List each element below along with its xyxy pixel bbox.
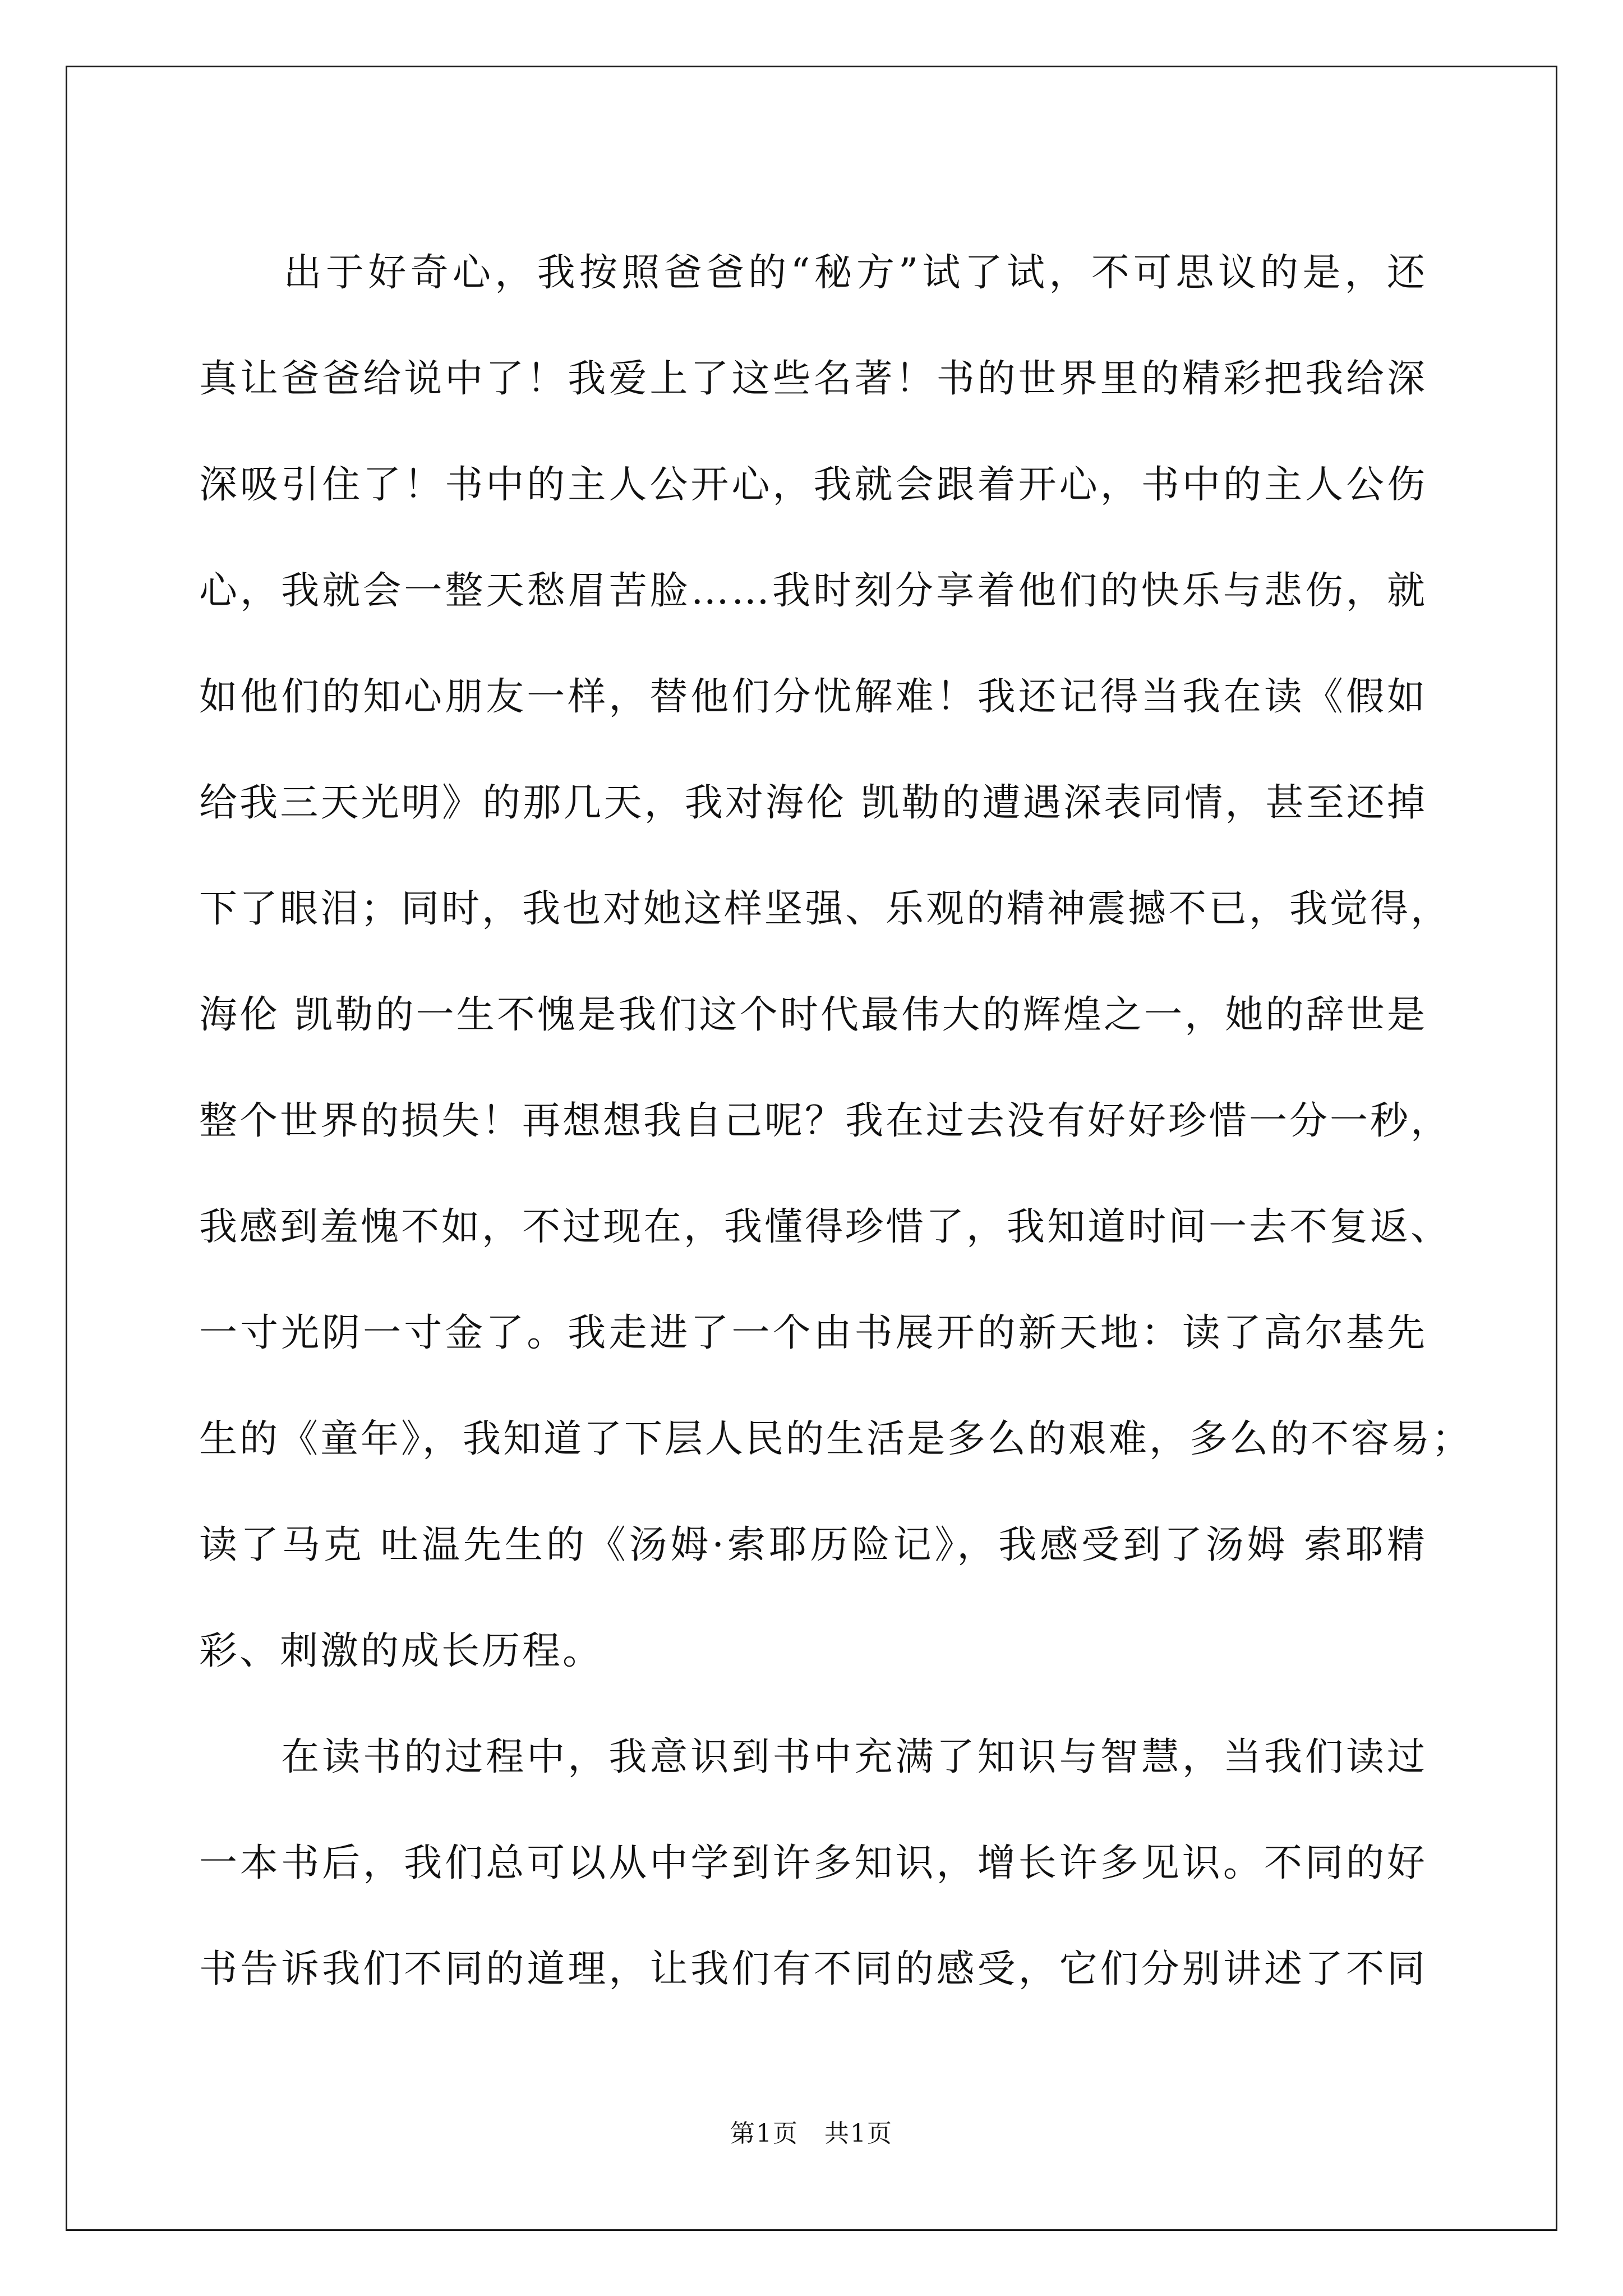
text-line: 一寸光阴一寸金了。我走进了一个由书展开的新天地：读了高尔基先 [199,1311,1427,1355]
page-footer: 第1页 共1页 [730,2119,893,2148]
text-line: 读了马克 吐温先生的《汤姆·索耶历险记》，我感受到了汤姆 索耶精 [199,1523,1427,1567]
text-line: 彩、刺激的成长历程。 [199,1629,603,1673]
text-line: 深吸引住了！书中的主人公开心，我就会跟着开心，书中的主人公伤 [199,463,1427,507]
text-line: 出于好奇心，我按照爸爸的“秘方”试了试，不可思议的是，还 [199,251,1427,295]
text-line: 给我三天光明》的那几天，我对海伦 凯勒的遭遇深表同情，甚至还掉 [199,781,1427,825]
text-line: 一本书后，我们总可以从中学到许多知识，增长许多见识。不同的好 [199,1841,1427,1885]
text-line: 我感到羞愧不如，不过现在，我懂得珍惜了，我知道时间一去不复返、 [199,1205,1451,1249]
text-line: 心，我就会一整天愁眉苦脸……我时刻分享着他们的快乐与悲伤，就 [199,569,1427,613]
text-line: 真让爸爸给说中了！我爱上了这些名著！书的世界里的精彩把我给深 [199,357,1427,401]
text-line: 如他们的知心朋友一样，替他们分忧解难！我还记得当我在读《假如 [199,675,1427,719]
text-line: 下了眼泪；同时，我也对她这样坚强、乐观的精神震撼不已，我觉得， [199,887,1451,931]
document-body [199,220,1473,2022]
text-line: 生的《童年》，我知道了下层人民的生活是多么的艰难，多么的不容易； [199,1417,1473,1461]
text-line: 书告诉我们不同的道理，让我们有不同的感受，它们分别讲述了不同 [199,1947,1427,1991]
text-line: 海伦 凯勒的一生不愧是我们这个时代最伟大的辉煌之一，她的辞世是 [199,993,1427,1037]
text-line: 在读书的过程中，我意识到书中充满了知识与智慧，当我们读过 [199,1735,1427,1779]
text-line: 整个世界的损失！再想想我自己呢？我在过去没有好好珍惜一分一秒， [199,1099,1451,1143]
